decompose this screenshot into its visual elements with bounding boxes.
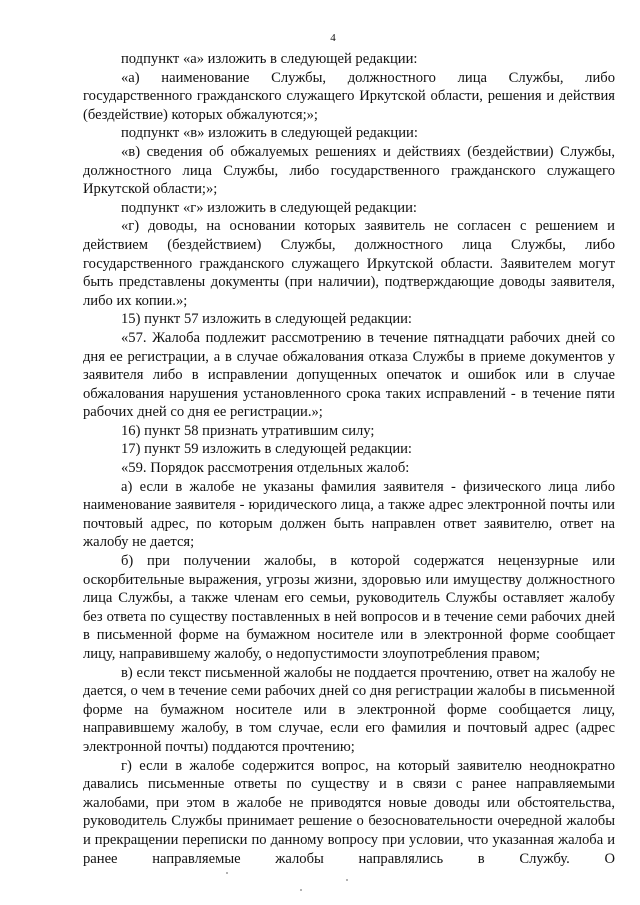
- paragraph-point-59-a: а) если в жалобе не указаны фамилия заявителя - физического лица либо наименование заявителя - юридического лица, а также адрес электронной почты или почтовый адрес, по которым должен быть направлен ответ заявителю, ответ на жалобу не дается;: [83, 478, 615, 551]
- paragraph-point-59-intro: «59. Порядок рассмотрения отдельных жалоб:: [121, 460, 410, 477]
- paragraph-point-59-g: г) если в жалобе содержится вопрос, на который заявителю неоднократно давались письменные ответы по существу и в связи с ранее направляемыми жалобами, при этом в жалобе не приводятся новые доводы или обстоятельства, руководитель Службы принимает решение о безосновательности очередной жалобы и прекращении переписки по данному вопросу при условии, что указанная жалоба и ранее направляемые жалобы направлялись в Службу. О: [83, 757, 615, 867]
- paragraph-subpoint-a-heading: подпункт «а» изложить в следующей редакции:: [121, 51, 418, 67]
- paragraph-point-59-v: в) если текст письменной жалобы не поддается прочтению, ответ на жалобу не дается, о чем в течение семи рабочих дней со дня регистрации жалобы в письменной форме на бумажном носителе или в электронной форме сообщается лицу, направившему жалобу, в том случае, если его фамилия и почтовый адрес (адрес электронной почты) поддаются прочтению;: [83, 664, 615, 755]
- document-body: [83, 50, 615, 868]
- paragraph-subpoint-v-text: «в) сведения об обжалуемых решениях и действиях (бездействии) Службы, должностного лица Службы, либо государственного гражданского служащего Иркутской области;»;: [83, 143, 615, 198]
- paragraph-point-59-b: б) при получении жалобы, в которой содержатся нецензурные или оскорбительные выражения, угрозы жизни, здоровью или имуществу должностного лица Службы, а также членам его семьи, руководитель Службы оставляет жалобу без ответа по существу поставленных в ней вопросов и в течение семи рабочих дней в письменной форме на бумажном носителе или в электронной форме сообщает лицу, направившему жалобу, о недопустимости злоупотребления правом;: [83, 553, 615, 662]
- scan-speck: [300, 889, 302, 891]
- paragraph-subpoint-g-heading: подпункт «г» изложить в следующей редакции:: [121, 199, 417, 216]
- paragraph-subpoint-v-heading: подпункт «в» изложить в следующей редакции:: [121, 125, 418, 142]
- paragraph-point-58: 16) пункт 58 признать утратившим силу;: [121, 422, 375, 439]
- scan-speck: [346, 879, 348, 881]
- paragraph-subpoint-a-text: «а) наименование Службы, должностного лица Службы, либо государственного гражданского служащего Иркутской области, решения и действия (бездействие) которых обжалуются;»;: [83, 69, 615, 123]
- paragraph-point-57-heading: 15) пункт 57 изложить в следующей редакции:: [121, 311, 412, 328]
- paragraph-point-57-text: «57. Жалоба подлежит рассмотрению в течение пятнадцати рабочих дней со дня ее регистрации, а в случае обжалования отказа Службы в приеме документов у заявителя либо в исправлении допущенных опечаток и ошибок или в случае обжалования нарушения установленного срока таких исправлений - в течение пяти рабочих дней со дня ее регистрации.»;: [83, 329, 615, 421]
- paragraph-point-59-heading: 17) пункт 59 изложить в следующей редакции:: [121, 441, 412, 458]
- paragraph-subpoint-g-text: «г) доводы, на основании которых заявитель не согласен с решением и действием (бездействием) Службы, должностного лица Службы, либо государственного гражданского служащего Иркутской области. Заявителем могут быть представлены документы (при наличии), подтверждающие доводы заявителя, либо их копии.»;: [83, 218, 615, 309]
- scan-speck: [226, 872, 228, 874]
- page-number: 4: [330, 32, 336, 44]
